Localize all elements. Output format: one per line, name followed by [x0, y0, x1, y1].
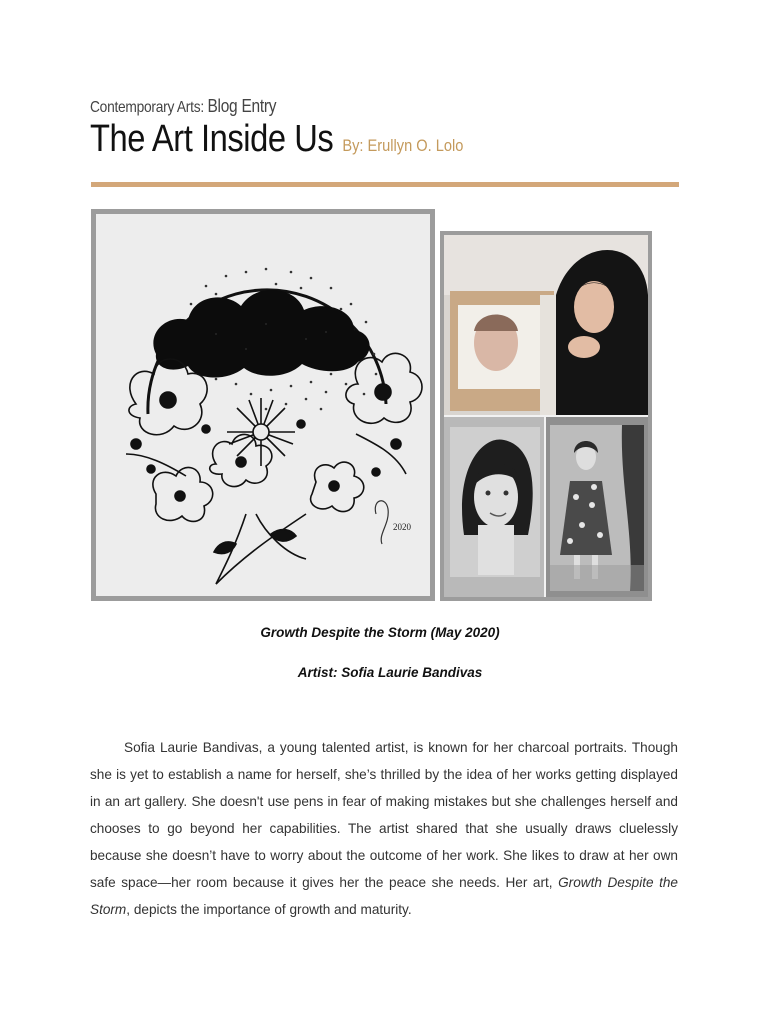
- artist-caption: Artist: Sofia Laurie Bandivas: [297, 665, 483, 680]
- artwork-caption: Growth Despite the Storm (May 2020): [260, 625, 500, 640]
- artwork-title-italic: Growth Despite the Storm: [90, 875, 678, 917]
- blog-kicker: [90, 96, 276, 117]
- author-byline: By: Erullyn O. Lolo: [342, 136, 464, 155]
- ink-drawing-image: [96, 214, 430, 596]
- page-title: The Art Inside Us: [90, 118, 334, 160]
- collage-frame: [440, 231, 652, 601]
- header-divider: [91, 182, 679, 187]
- kicker-blog-entry: Blog Entry: [207, 96, 277, 116]
- artist-collage-image: [444, 235, 648, 597]
- body-paragraph: [90, 734, 678, 923]
- title-row: [90, 118, 463, 161]
- artist-photo: [444, 235, 648, 415]
- charcoal-child-drawing-photo: [546, 417, 648, 597]
- artwork-frame: [91, 209, 435, 601]
- body-text-part1: Sofia Laurie Bandivas, a young talented artist, is known for her charcoal portraits. Though she is yet to establish a name for herself, she’s thrilled by the idea of her works getting displayed in an art gallery. She doesn't use pens in fear of making mistakes but she challenges herself and chooses to go beyond her capabilities. The artist shared that she usually draws cluelessly because she doesn’t have to worry about the outcome of her work. She likes to draw at her own safe space—her room because it gives her the peace she needs. Her art,: [90, 740, 678, 890]
- body-text-part2: , depicts the importance of growth and maturity.: [126, 902, 412, 917]
- kicker-prefix: Contemporary Arts:: [90, 99, 208, 116]
- charcoal-portrait-photo: [444, 417, 544, 597]
- signature-year: 2020: [393, 522, 411, 532]
